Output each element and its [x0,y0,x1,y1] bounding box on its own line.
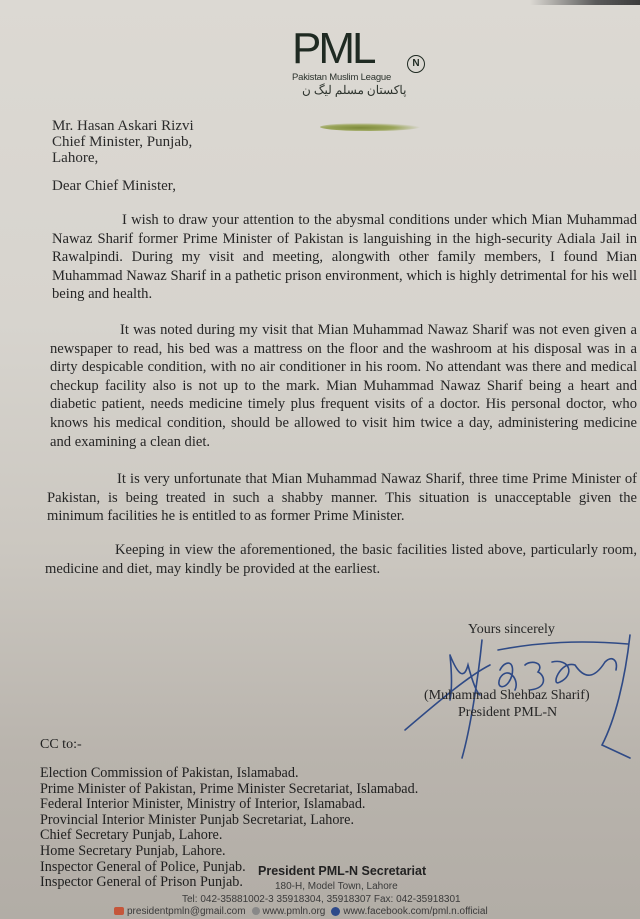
cc-recipient: Prime Minister of Pakistan, Prime Minister Secretariat, Islamabad. [40,780,419,797]
logo-org-name: Pakistan Muslim League [292,72,392,83]
body-paragraph-1: I wish to draw your attention to the abysmal conditions under which Mian Muhammad Nawaz Sharif former Prime Minister of Pakistan is languishing in the high-security Adiala Jail in Rawalpindi. During my visit and meeting, alongwith other family members, I found Mian Muhammad Nawaz Sharif in a pathetic prison environment, which is highly detrimental for his well being and health. [52,212,637,303]
body-paragraph-2: It was noted during my visit that Mian Muhammad Nawaz Sharif was not even given a newspaper to read, his bed was a mattress on the floor and the washroom at his disposal was in a dirty despicable condition, with no air conditioner in his room. No attendant was there and medical checkup facility also is not up to the mark. Mian Muhammad Nawaz Sharif being a heart and diabetic patient, needs medicine timely plus frequent visits of a doctor. His personal doctor, who knows his medical condition, should be allowed to visit him twice a day, administering medicine and examining a clean diet. [50,322,637,450]
cc-recipient: Inspector General of Police, Punjab. [40,858,246,875]
cc-recipient: Provincial Interior Minister Punjab Secretariat, Lahore. [40,811,354,828]
recipient-name: Mr. Hasan Askari Rizvi [52,118,194,134]
recipient-city: Lahore, [52,150,99,166]
cc-recipient: Federal Interior Minister, Ministry of Interior, Islamabad. [40,796,366,813]
footer-contacts [114,906,488,917]
globe-icon [252,907,260,915]
cc-label: CC to:- [40,737,82,752]
footer-email: presidentpmln@gmail.com [127,906,246,917]
footer-facebook-group [331,906,487,917]
logo-swoosh-icon [320,123,420,131]
body-paragraph-4: Keeping in view the aforementioned, the basic facilities listed above, particularly room, medicine and diet, may kindly be provided at the earliest. [45,542,637,577]
body-paragraph-3: It is very unfortunate that Mian Muhammad Nawaz Sharif, three time Prime Minister of Pakistan, is being treated in such a shabby manner. This situation is unacceptable given the minimum facilities he is entitled to as former Prime Minister. [47,471,637,525]
recipient-title: Chief Minister, Punjab, [52,134,193,150]
footer-website-group [252,906,326,917]
signer-name: (Muhammad Shehbaz Sharif) [424,688,590,703]
facebook-icon [331,907,340,916]
cc-recipient: Inspector General of Prison Punjab. [40,874,243,891]
recipient-address [52,118,194,166]
cc-recipient: Home Secretary Punjab, Lahore. [40,842,226,859]
footer-office-name: President PML-N Secretariat [258,864,427,878]
photo-edge-shadow [530,0,640,5]
footer-address: 180-H, Model Town, Lahore [275,881,398,892]
footer-facebook: www.facebook.com/pml.n.official [343,906,488,917]
cc-recipient: Chief Secretary Punjab, Lahore. [40,827,223,844]
footer-phone: Tel: 042-35881002-3 35918304, 35918307 Fax: 042-35918301 [182,894,461,905]
cc-recipient: Election Commission of Pakistan, Islamabad. [40,765,299,781]
salutation: Dear Chief Minister, [52,178,176,194]
email-icon [114,907,124,915]
logo-n-badge-icon: N [407,55,425,73]
footer-email-group [114,906,246,917]
footer-website: www.pmln.org [262,906,326,917]
signer-title: President PML-N [458,705,558,720]
valediction: Yours sincerely [468,622,555,637]
logo-org-name-urdu: پاکستان مسلم لیگ ن [302,83,407,97]
pmln-logo [292,24,432,98]
logo-wordmark: PML [292,24,374,73]
